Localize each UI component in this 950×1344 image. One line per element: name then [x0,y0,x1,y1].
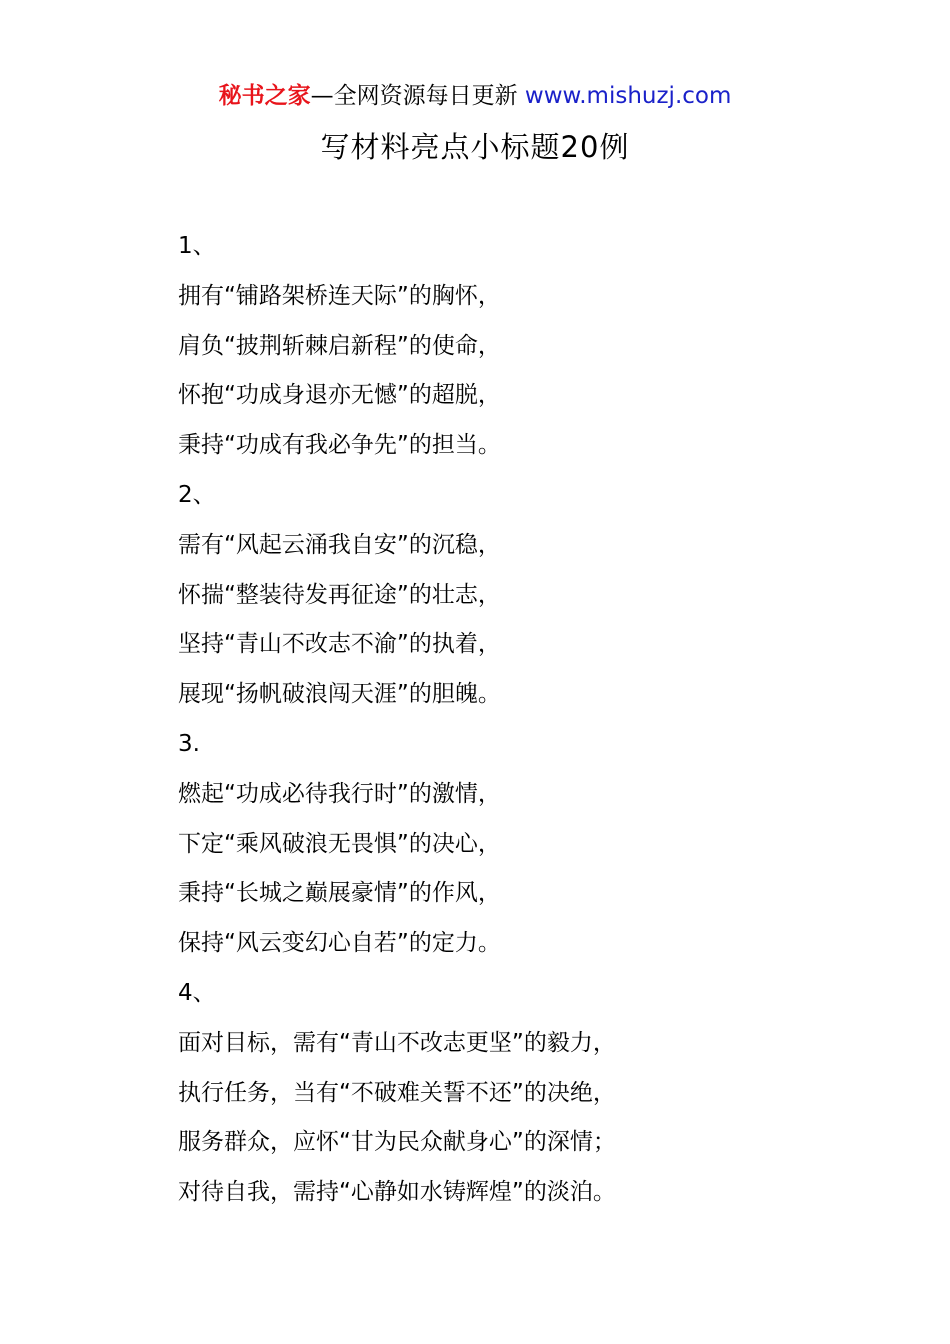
section-number: 1、 [178,233,216,259]
document-body [178,228,898,1224]
header-url-link[interactable]: www.mishuzj.com [524,83,732,109]
text-line: 怀抱“功成身退亦无憾”的超脱， [178,382,501,409]
text-line: 需有“风起云涌我自安”的沉稳， [178,531,501,558]
brand-name: 秘书之家 [218,83,311,109]
text-line: 面对目标，需有“青山不改志更坚”的毅力， [178,1029,616,1056]
document-title: 写材料亮点小标题20例 [320,130,630,164]
section-number: 4、 [178,979,216,1006]
text-line: 秉持“功成有我必争先”的担当。 [178,432,501,459]
header-slogan: —全网资源每日更新 [310,83,518,109]
text-line: 拥有“铺路架桥连天际”的胸怀， [178,282,501,309]
text-line: 燃起“功成必待我行时”的激情， [178,780,501,807]
text-line: 坚持“青山不改志不渝”的执着， [178,631,501,658]
text-line: 秉持“长城之巅展豪情”的作风， [178,880,501,907]
text-line: 下定“乘风破浪无畏惧”的决心， [178,830,501,857]
text-line: 服务群众，应怀“甘为民众献身心”的深情； [178,1129,616,1156]
section-number: 2、 [178,481,216,508]
text-line: 肩负“披荆斩棘启新程”的使命， [178,332,501,359]
section-number: 3. [178,730,200,757]
text-line: 怀揣“整装待发再征途”的壮志， [178,581,501,608]
page-header [0,80,950,112]
text-line: 执行任务，当有“不破难关誓不还”的决绝， [178,1079,616,1106]
text-line: 展现“扬帆破浪闯天涯”的胆魄。 [178,681,501,708]
text-line: 保持“风云变幻心自若”的定力。 [178,930,501,957]
text-line: 对待自我，需持“心静如水铸辉煌”的淡泊。 [178,1179,616,1206]
